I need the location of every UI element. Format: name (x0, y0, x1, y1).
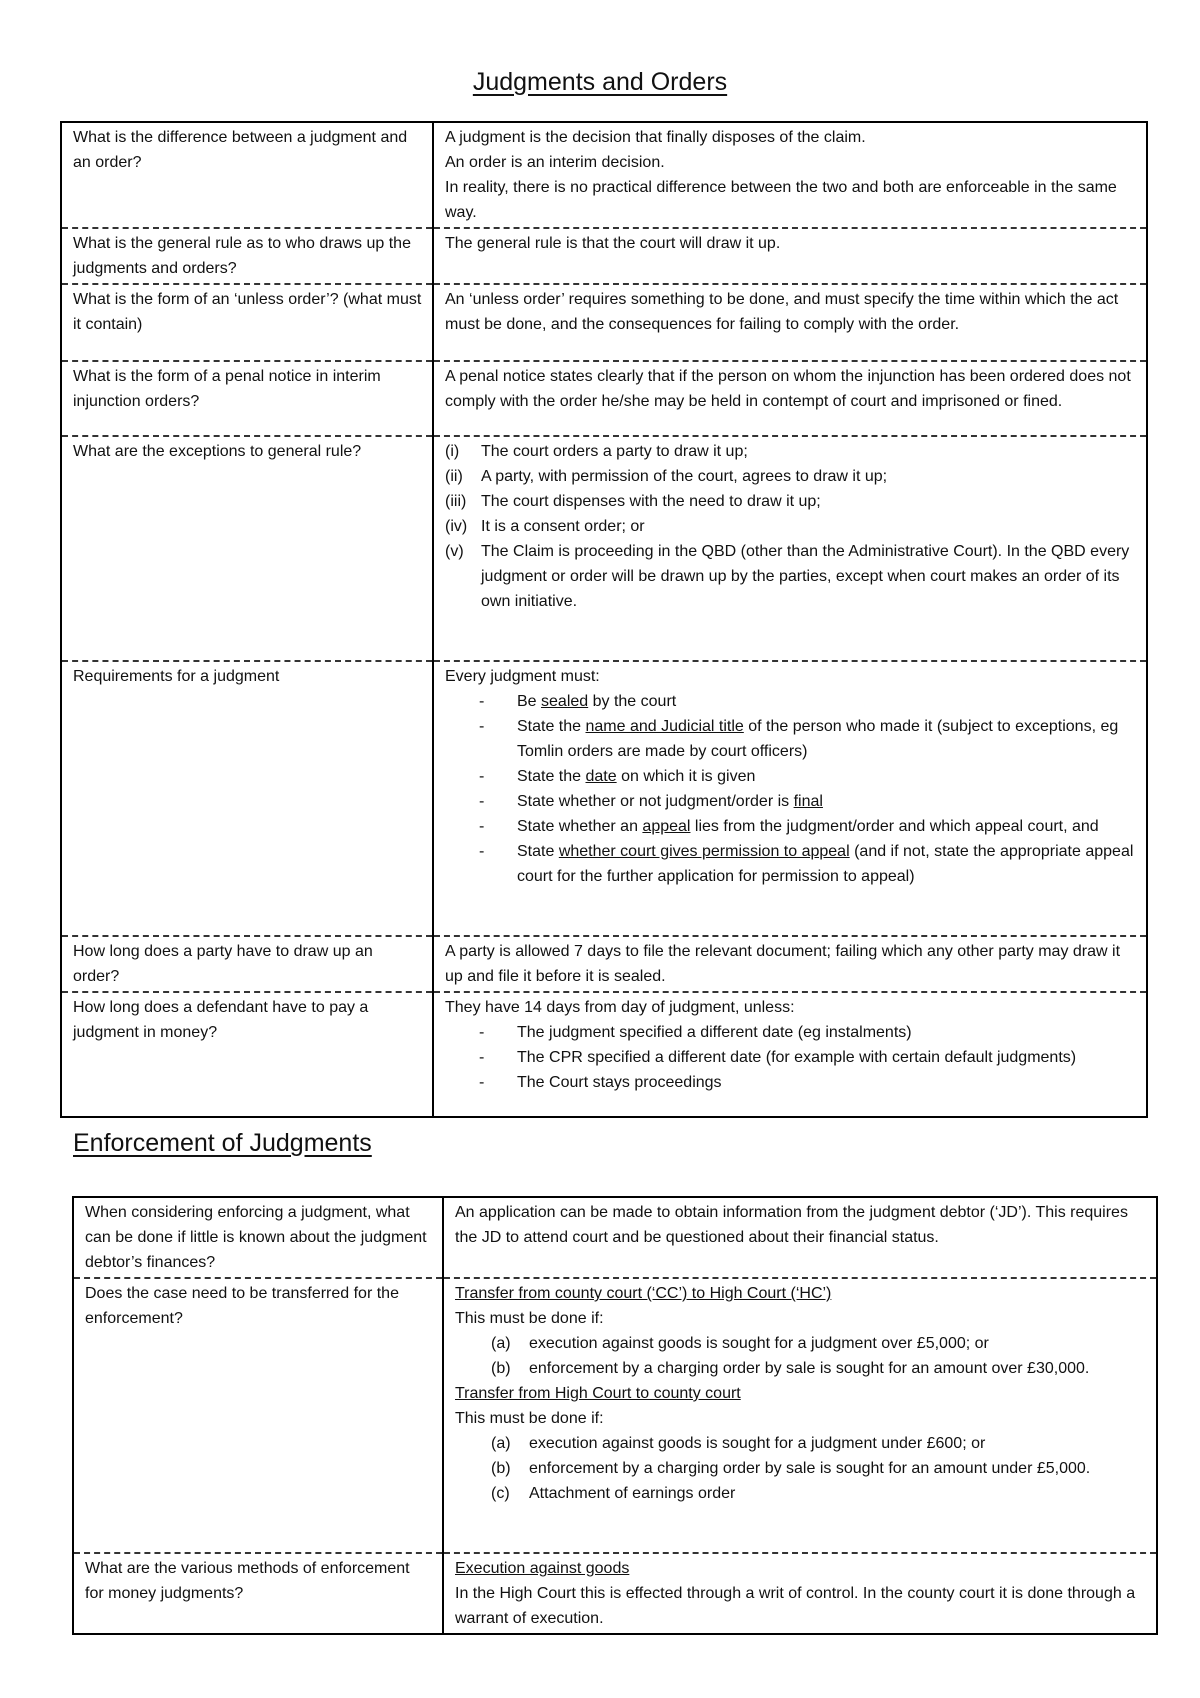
answer-line: A judgment is the decision that finally disposes of the claim. (445, 129, 866, 146)
answer-heading: Transfer from county court (‘CC’) to High Court (‘HC’) (455, 1285, 832, 1302)
list-item (445, 714, 1136, 764)
requirements-list (445, 689, 1136, 889)
table-row (73, 1278, 1157, 1553)
list-marker: (i) (445, 443, 460, 460)
list-marker: - (479, 1074, 485, 1091)
list-item (445, 539, 1136, 614)
table-row (73, 1553, 1157, 1634)
list-text: on which it is given (616, 768, 756, 785)
list-marker: - (479, 818, 485, 835)
table-row (61, 284, 1147, 361)
answer-intro: Every judgment must: (445, 668, 600, 685)
list-marker: - (479, 768, 485, 785)
answer-cell (443, 1197, 1157, 1278)
table-row (61, 436, 1147, 661)
list-item (445, 464, 1136, 489)
answer-cell (433, 284, 1147, 361)
question-cell: What is the form of an ‘unless order’? (what must it contain) (61, 284, 433, 361)
list-item (445, 839, 1136, 889)
table-row (61, 228, 1147, 284)
answer-cell (433, 361, 1147, 436)
question-cell: Does the case need to be transferred for the enforcement? (73, 1278, 443, 1553)
answer-cell (433, 936, 1147, 992)
list-item (445, 514, 1136, 539)
list-item (445, 1070, 1136, 1095)
question-cell: When considering enforcing a judgment, what can be done if little is known about the judgment debtor’s finances? (73, 1197, 443, 1278)
list-marker: - (479, 1024, 485, 1041)
list-item (445, 439, 1136, 464)
list-text: The court dispenses with the need to draw it up; (481, 493, 821, 510)
list-item (455, 1456, 1146, 1481)
answer-cell (433, 992, 1147, 1117)
question-cell: What are the various methods of enforcement for money judgments? (73, 1553, 443, 1634)
answer-cell (433, 661, 1147, 936)
question-cell: Requirements for a judgment (61, 661, 433, 936)
answer-line: The general rule is that the court will draw it up. (445, 235, 781, 252)
list-text: State whether or not judgment/order is (517, 793, 794, 810)
answer-cell (433, 122, 1147, 228)
answer-intro: This must be done if: (455, 1410, 604, 1427)
list-item (445, 689, 1136, 714)
section-title: Enforcement of Judgments (73, 1129, 372, 1157)
key-term: appeal (642, 818, 691, 835)
list-item (455, 1481, 1146, 1506)
answer-intro: This must be done if: (455, 1310, 604, 1327)
list-text: A party, with permission of the court, agrees to draw it up; (481, 468, 888, 485)
table-row (73, 1197, 1157, 1278)
list-text: State (517, 843, 559, 860)
list-item (445, 1020, 1136, 1045)
list-marker: (b) (491, 1460, 511, 1477)
list-text: execution against goods is sought for a judgment over £5,000; or (529, 1335, 989, 1352)
exceptions-list (445, 439, 1136, 614)
answer-line: A party is allowed 7 days to file the relevant document; failing which any other party may draw it up and file it before it is sealed. (445, 943, 1121, 985)
transfer-conditions-list (455, 1331, 1146, 1381)
list-text: execution against goods is sought for a judgment under £600; or (529, 1435, 986, 1452)
key-term: sealed (541, 693, 589, 710)
list-text: The court orders a party to draw it up; (481, 443, 748, 460)
question-cell: What is the difference between a judgment and an order? (61, 122, 433, 228)
answer-line: An order is an interim decision. (445, 154, 665, 171)
list-text: by the court (588, 693, 677, 710)
answer-line: In reality, there is no practical difference between the two and both are enforceable in the same way. (445, 179, 1117, 221)
list-text: The Court stays proceedings (517, 1074, 722, 1091)
answer-intro: They have 14 days from day of judgment, unless: (445, 999, 795, 1016)
list-marker: (c) (491, 1485, 510, 1502)
list-text: enforcement by a charging order by sale is sought for an amount under £5,000. (529, 1460, 1091, 1477)
list-marker: (iv) (445, 518, 468, 535)
list-marker: (v) (445, 543, 464, 560)
table-row (61, 992, 1147, 1117)
judgments-orders-table (60, 121, 1148, 1118)
list-item (445, 814, 1136, 839)
answer-line: A penal notice states clearly that if the person on whom the injunction has been ordered does not comply with the order he/she may be held in contempt of court and imprisoned or fined. (445, 368, 1131, 410)
answer-heading: Transfer from High Court to county court (455, 1385, 741, 1402)
answer-cell (433, 228, 1147, 284)
answer-line: An application can be made to obtain information from the judgment debtor (‘JD’). This requires the JD to attend court and be questioned about their financial status. (455, 1204, 1128, 1246)
list-text: lies from the judgment/order and which appeal court, and (690, 818, 1099, 835)
question-cell: How long does a defendant have to pay a judgment in money? (61, 992, 433, 1117)
table-row (61, 361, 1147, 436)
list-item (455, 1331, 1146, 1356)
list-item (445, 764, 1136, 789)
key-term: date (585, 768, 617, 785)
list-marker: - (479, 693, 485, 710)
table-row (61, 661, 1147, 936)
answer-cell (433, 436, 1147, 661)
list-marker: (b) (491, 1360, 511, 1377)
answer-heading: Execution against goods (455, 1560, 630, 1577)
list-marker: - (479, 793, 485, 810)
list-marker: (ii) (445, 468, 463, 485)
list-marker: (iii) (445, 493, 467, 510)
list-text: Attachment of earnings order (529, 1485, 736, 1502)
list-marker: (a) (491, 1435, 511, 1452)
list-text: State whether an (517, 818, 643, 835)
list-marker: - (479, 718, 485, 735)
key-term: whether court gives permission to appeal (558, 843, 850, 860)
list-item (445, 1045, 1136, 1070)
key-term: final (793, 793, 823, 810)
list-text: State the (517, 768, 586, 785)
list-text: The CPR specified a different date (for example with certain default judgments) (517, 1049, 1077, 1066)
list-text: Be (517, 693, 542, 710)
answer-line: In the High Court this is effected through a writ of control. In the county court it is done through a warrant of execution. (455, 1585, 1136, 1627)
list-text: State the (517, 718, 586, 735)
answer-cell (443, 1553, 1157, 1634)
list-item (455, 1431, 1146, 1456)
question-cell: How long does a party have to draw up an order? (61, 936, 433, 992)
transfer-conditions-list (455, 1431, 1146, 1506)
exceptions-list (445, 1020, 1136, 1095)
answer-line: An ‘unless order’ requires something to be done, and must specify the time within which the act must be done, and the consequences for failing to comply with the order. (445, 291, 1119, 333)
table-row (61, 122, 1147, 228)
key-term: name and Judicial title (585, 718, 744, 735)
list-text: The Claim is proceeding in the QBD (other than the Administrative Court). In the QBD every judgment or order will be drawn up by the parties, except when court makes an order of its own initiative. (481, 543, 1130, 610)
question-cell: What is the general rule as to who draws up the judgments and orders? (61, 228, 433, 284)
answer-cell (443, 1278, 1157, 1553)
table-row (61, 936, 1147, 992)
question-cell: What is the form of a penal notice in interim injunction orders? (61, 361, 433, 436)
list-text: of the person who made it (subject to exceptions, eg Tomlin orders are made by court officers) (517, 718, 1119, 760)
question-cell: What are the exceptions to general rule? (61, 436, 433, 661)
list-item (445, 489, 1136, 514)
list-text: enforcement by a charging order by sale is sought for an amount over £30,000. (529, 1360, 1090, 1377)
enforcement-table (72, 1196, 1158, 1635)
list-marker: (a) (491, 1335, 511, 1352)
page-title: Judgments and Orders (472, 68, 728, 96)
list-text: (and if not, state the appropriate appeal court for the further application for permission to appeal) (517, 843, 1134, 885)
list-text: The judgment specified a different date (eg instalments) (517, 1024, 912, 1041)
list-item (455, 1356, 1146, 1381)
list-item (445, 789, 1136, 814)
list-marker: - (479, 1049, 485, 1066)
list-marker: - (479, 843, 485, 860)
list-text: It is a consent order; or (481, 518, 645, 535)
